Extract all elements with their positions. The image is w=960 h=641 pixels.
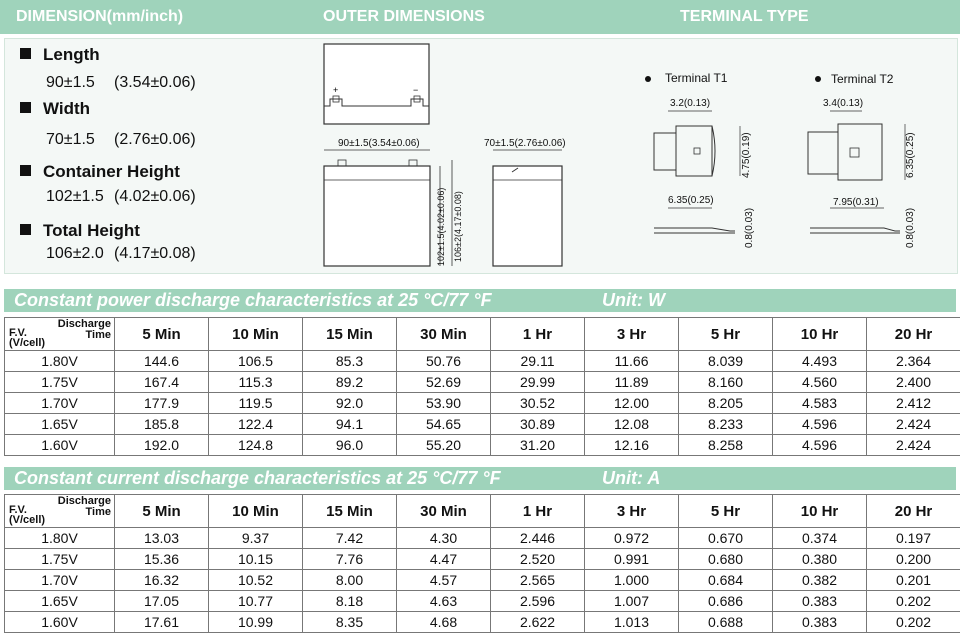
fv-cell: 1.70V xyxy=(5,393,115,414)
outer-total-height-label: 106±2(4.17±0.08) xyxy=(453,191,463,262)
value-cell: 0.202 xyxy=(867,591,960,612)
table-row xyxy=(5,372,960,393)
value-cell: 8.039 xyxy=(679,351,773,372)
vcell-label: (V/cell) xyxy=(9,514,46,526)
svg-text:−: − xyxy=(413,85,419,95)
value-cell: 177.9 xyxy=(115,393,209,414)
time-label: Time xyxy=(85,329,111,341)
value-cell: 185.8 xyxy=(115,414,209,435)
column-header: 15 Min xyxy=(303,318,397,351)
fv-cell: 1.75V xyxy=(5,549,115,570)
column-header: 3 Hr xyxy=(585,495,679,528)
fv-label: F.V. xyxy=(9,504,27,516)
corner-header xyxy=(5,495,115,528)
value-cell: 29.11 xyxy=(491,351,585,372)
value-cell: 4.583 xyxy=(773,393,867,414)
value-cell: 9.37 xyxy=(209,528,303,549)
value-cell: 11.89 xyxy=(585,372,679,393)
value-cell: 30.89 xyxy=(491,414,585,435)
value-cell: 0.383 xyxy=(773,612,867,633)
value-cell: 0.382 xyxy=(773,570,867,591)
value-cell: 53.90 xyxy=(397,393,491,414)
time-label: Time xyxy=(85,506,111,518)
column-header: 1 Hr xyxy=(491,318,585,351)
svg-text:+: + xyxy=(333,85,339,95)
value-cell: 13.03 xyxy=(115,528,209,549)
current-title-band xyxy=(4,467,956,490)
fv-cell: 1.80V xyxy=(5,351,115,372)
value-cell: 2.446 xyxy=(491,528,585,549)
value-cell: 12.00 xyxy=(585,393,679,414)
value-cell: 119.5 xyxy=(209,393,303,414)
fv-cell: 1.60V xyxy=(5,612,115,633)
current-discharge-table xyxy=(4,494,960,633)
value-cell: 1.007 xyxy=(585,591,679,612)
value-cell: 2.424 xyxy=(867,414,960,435)
value-cell: 52.69 xyxy=(397,372,491,393)
column-header: 5 Min xyxy=(115,318,209,351)
value-cell: 54.65 xyxy=(397,414,491,435)
value-cell: 8.18 xyxy=(303,591,397,612)
terminal-type-header: TERMINAL TYPE xyxy=(680,8,809,25)
value-cell: 7.42 xyxy=(303,528,397,549)
value-cell: 55.20 xyxy=(397,435,491,456)
value-cell: 10.77 xyxy=(209,591,303,612)
table-row xyxy=(5,591,960,612)
value-cell: 4.68 xyxy=(397,612,491,633)
column-header: 5 Hr xyxy=(679,318,773,351)
value-cell: 12.08 xyxy=(585,414,679,435)
table-row xyxy=(5,351,960,372)
value-cell: 29.99 xyxy=(491,372,585,393)
power-title-band xyxy=(4,289,956,312)
value-cell: 17.61 xyxy=(115,612,209,633)
value-cell: 31.20 xyxy=(491,435,585,456)
value-cell: 8.258 xyxy=(679,435,773,456)
container-height-value: 102±1.5 (4.02±0.06) xyxy=(46,188,196,205)
column-header: 10 Min xyxy=(209,318,303,351)
value-cell: 10.52 xyxy=(209,570,303,591)
value-cell: 7.76 xyxy=(303,549,397,570)
header-row xyxy=(5,318,960,351)
table-row xyxy=(5,393,960,414)
value-cell: 4.47 xyxy=(397,549,491,570)
value-cell: 0.972 xyxy=(585,528,679,549)
value-cell: 30.52 xyxy=(491,393,585,414)
column-header: 1 Hr xyxy=(491,495,585,528)
value-cell: 4.596 xyxy=(773,414,867,435)
fv-cell: 1.75V xyxy=(5,372,115,393)
t1-length: 6.35(0.25) xyxy=(668,195,714,206)
value-cell: 0.201 xyxy=(867,570,960,591)
total-height-label: Total Height xyxy=(20,221,140,241)
value-cell: 89.2 xyxy=(303,372,397,393)
column-header: 20 Hr xyxy=(867,495,960,528)
outer-dimensions-header: OUTER DIMENSIONS xyxy=(323,8,485,25)
vcell-label: (V/cell) xyxy=(9,337,46,349)
t2-length: 7.95(0.31) xyxy=(833,197,879,208)
column-header: 10 Hr xyxy=(773,495,867,528)
column-header: 5 Hr xyxy=(679,495,773,528)
current-title: Constant current discharge characteristics at 25 °C/77 °F xyxy=(14,468,501,488)
table-row xyxy=(5,612,960,633)
column-header: 5 Min xyxy=(115,495,209,528)
value-cell: 8.160 xyxy=(679,372,773,393)
container-height-label: Container Height xyxy=(20,162,180,182)
value-cell: 2.520 xyxy=(491,549,585,570)
value-cell: 96.0 xyxy=(303,435,397,456)
value-cell: 0.680 xyxy=(679,549,773,570)
column-header: 10 Hr xyxy=(773,318,867,351)
table-row xyxy=(5,570,960,591)
dimension-header: DIMENSION(mm/inch) xyxy=(16,8,184,25)
value-cell: 0.374 xyxy=(773,528,867,549)
column-header: 10 Min xyxy=(209,495,303,528)
table-row xyxy=(5,549,960,570)
value-cell: 4.30 xyxy=(397,528,491,549)
value-cell: 10.99 xyxy=(209,612,303,633)
value-cell: 1.000 xyxy=(585,570,679,591)
t1-thickness: 0.8(0.03) xyxy=(744,207,755,248)
value-cell: 106.5 xyxy=(209,351,303,372)
value-cell: 0.684 xyxy=(679,570,773,591)
discharge-label: Discharge xyxy=(57,495,111,507)
table-row xyxy=(5,528,960,549)
value-cell: 0.202 xyxy=(867,612,960,633)
fv-label: F.V. xyxy=(9,327,27,339)
value-cell: 0.688 xyxy=(679,612,773,633)
value-cell: 4.63 xyxy=(397,591,491,612)
value-cell: 2.424 xyxy=(867,435,960,456)
value-cell: 17.05 xyxy=(115,591,209,612)
total-height-value: 106±2.0 (4.17±0.08) xyxy=(46,245,196,262)
value-cell: 0.686 xyxy=(679,591,773,612)
value-cell: 0.197 xyxy=(867,528,960,549)
column-header: 30 Min xyxy=(397,495,491,528)
corner-header xyxy=(5,318,115,351)
value-cell: 2.400 xyxy=(867,372,960,393)
value-cell: 15.36 xyxy=(115,549,209,570)
value-cell: 167.4 xyxy=(115,372,209,393)
value-cell: 4.560 xyxy=(773,372,867,393)
value-cell: 8.35 xyxy=(303,612,397,633)
outer-length-label: 90±1.5(3.54±0.06) xyxy=(338,138,420,149)
value-cell: 92.0 xyxy=(303,393,397,414)
length-label: Length xyxy=(20,45,100,65)
value-cell: 2.364 xyxy=(867,351,960,372)
discharge-label: Discharge xyxy=(57,318,111,330)
value-cell: 144.6 xyxy=(115,351,209,372)
value-cell: 11.66 xyxy=(585,351,679,372)
value-cell: 0.383 xyxy=(773,591,867,612)
value-cell: 122.4 xyxy=(209,414,303,435)
outer-width-label: 70±1.5(2.76±0.06) xyxy=(484,138,566,149)
value-cell: 8.205 xyxy=(679,393,773,414)
fv-cell: 1.65V xyxy=(5,414,115,435)
value-cell: 124.8 xyxy=(209,435,303,456)
value-cell: 85.3 xyxy=(303,351,397,372)
power-unit: Unit: W xyxy=(602,290,665,310)
value-cell: 50.76 xyxy=(397,351,491,372)
t2-thickness: 0.8(0.03) xyxy=(905,207,916,248)
fv-cell: 1.70V xyxy=(5,570,115,591)
fv-cell: 1.60V xyxy=(5,435,115,456)
length-value: 90±1.5 (3.54±0.06) xyxy=(46,74,196,91)
power-title: Constant power discharge characteristics at 25 °C/77 °F xyxy=(14,290,492,310)
outer-container-height-label: 102±1.5(4.02±0.06) xyxy=(436,187,446,266)
table-row xyxy=(5,435,960,456)
fv-cell: 1.65V xyxy=(5,591,115,612)
t1-height: 4.75(0.19) xyxy=(741,132,752,178)
power-discharge-table xyxy=(4,317,960,456)
value-cell: 8.233 xyxy=(679,414,773,435)
value-cell: 2.596 xyxy=(491,591,585,612)
value-cell: 2.622 xyxy=(491,612,585,633)
column-header: 30 Min xyxy=(397,318,491,351)
value-cell: 4.493 xyxy=(773,351,867,372)
terminal-t1-label: Terminal T1 xyxy=(665,71,728,85)
value-cell: 0.991 xyxy=(585,549,679,570)
fv-cell: 1.80V xyxy=(5,528,115,549)
column-header: 15 Min xyxy=(303,495,397,528)
t2-width: 3.4(0.13) xyxy=(823,98,864,109)
value-cell: 10.15 xyxy=(209,549,303,570)
value-cell: 4.57 xyxy=(397,570,491,591)
column-header: 3 Hr xyxy=(585,318,679,351)
value-cell: 16.32 xyxy=(115,570,209,591)
value-cell: 2.565 xyxy=(491,570,585,591)
value-cell: 192.0 xyxy=(115,435,209,456)
value-cell: 94.1 xyxy=(303,414,397,435)
value-cell: 12.16 xyxy=(585,435,679,456)
value-cell: 115.3 xyxy=(209,372,303,393)
value-cell: 0.670 xyxy=(679,528,773,549)
t1-width: 3.2(0.13) xyxy=(670,98,711,109)
current-unit: Unit: A xyxy=(602,468,661,488)
t2-height: 6.35(0.25) xyxy=(905,132,916,178)
value-cell: 0.200 xyxy=(867,549,960,570)
width-label: Width xyxy=(20,99,90,119)
width-value: 70±1.5 (2.76±0.06) xyxy=(46,131,196,148)
column-header: 20 Hr xyxy=(867,318,960,351)
terminal-t2-label: Terminal T2 xyxy=(831,72,894,86)
table-row xyxy=(5,414,960,435)
value-cell: 0.380 xyxy=(773,549,867,570)
value-cell: 1.013 xyxy=(585,612,679,633)
outer-dimensions-drawing xyxy=(0,0,960,280)
value-cell: 2.412 xyxy=(867,393,960,414)
value-cell: 8.00 xyxy=(303,570,397,591)
value-cell: 4.596 xyxy=(773,435,867,456)
header-row xyxy=(5,495,960,528)
